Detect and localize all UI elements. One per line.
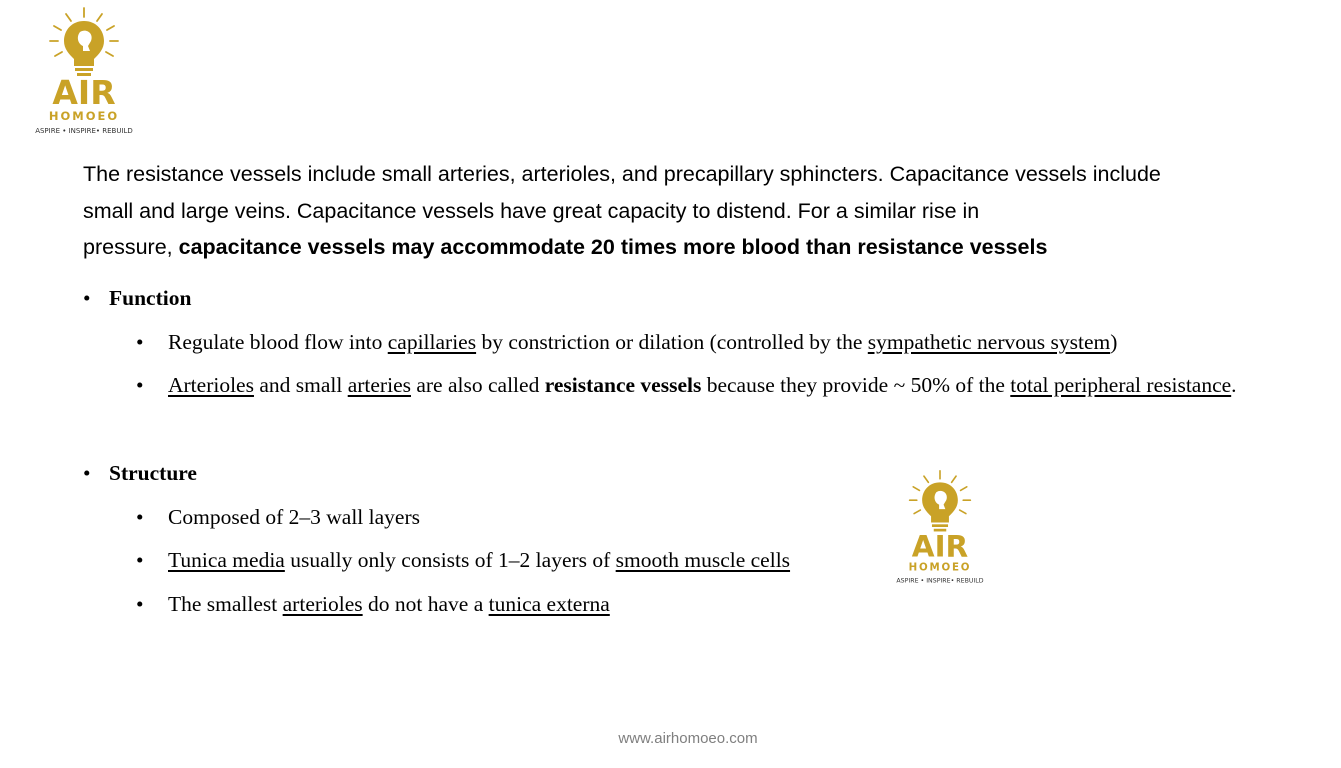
- text-span: because they provide ~ 50% of the: [701, 373, 1011, 397]
- text-span: and small: [253, 373, 348, 397]
- resistance-vessels-bold: resistance vessels: [544, 373, 702, 397]
- bullet-icon: •: [136, 330, 144, 354]
- function-item-1-text: [168, 324, 1248, 361]
- air-homoeo-logo: [28, 6, 140, 136]
- intro-line-3-prefix: pressure,: [83, 235, 179, 259]
- smooth-muscle-cells-link[interactable]: smooth muscle cells: [615, 548, 791, 572]
- air-homoeo-watermark-logo: [890, 466, 990, 588]
- bullet-icon: •: [83, 461, 91, 485]
- text-span: usually only consists of 1–2 layers of: [284, 548, 616, 572]
- intro-line-3-bold: capacitance vessels may accommodate 20 times more blood than resistance vessels: [178, 235, 1048, 259]
- intro-line-2: small and large veins. Capacitance vessels have great capacity to distend. For a similar rise in: [83, 198, 980, 223]
- logo-brand-text: AIR: [52, 73, 116, 112]
- text-span: Regulate blood flow into: [168, 330, 388, 354]
- text-span: by constriction or dilation (controlled by the: [476, 330, 868, 354]
- intro-line-1: The resistance vessels include small arteries, arterioles, and precapillary sphincters. Capacitance vessels include: [83, 162, 1161, 186]
- structure-item-1-text: Composed of 2–3 wall layers: [168, 505, 420, 529]
- text-span: are also called: [410, 373, 545, 397]
- text-span: do not have a: [362, 592, 489, 616]
- intro-line-3: [83, 229, 1273, 266]
- text-span: The smallest: [168, 592, 283, 616]
- bullet-icon: •: [136, 505, 144, 529]
- sympathetic-nervous-system-link[interactable]: sympathetic nervous system: [867, 330, 1111, 354]
- bullet-icon: •: [136, 548, 144, 572]
- logo-sub-text: HOMOEO: [908, 561, 972, 574]
- lightbulb-logo-icon: [28, 6, 140, 136]
- lightbulb-logo-icon: [890, 466, 990, 588]
- intro-paragraph: [83, 156, 1273, 266]
- structure-item-2-text: [168, 542, 1248, 579]
- logo-brand-text: AIR: [911, 529, 969, 564]
- logo-sub-text: HOMOEO: [48, 109, 120, 123]
- text-span: .: [1231, 373, 1237, 397]
- logo-tagline-text: ASPIRE • INSPIRE• REBUILD: [35, 127, 133, 135]
- bullet-icon: •: [83, 286, 91, 310]
- function-heading-label: Function: [109, 286, 192, 310]
- bullet-icon: •: [136, 592, 144, 616]
- arteries-link[interactable]: arteries: [347, 373, 411, 397]
- function-item-2-text: [168, 367, 1243, 404]
- structure-heading-label: Structure: [109, 461, 197, 485]
- tunica-media-link[interactable]: Tunica media: [168, 548, 285, 572]
- bullet-icon: •: [136, 373, 144, 397]
- logo-tagline-text: ASPIRE • INSPIRE• REBUILD: [896, 577, 984, 585]
- structure-item-3-text: [168, 586, 1248, 623]
- arterioles-link[interactable]: Arterioles: [168, 373, 254, 397]
- total-peripheral-resistance-link[interactable]: total peripheral resistance: [1010, 373, 1232, 397]
- tunica-externa-link[interactable]: tunica externa: [488, 592, 610, 616]
- arterioles-link[interactable]: arterioles: [282, 592, 363, 616]
- text-span: ): [1110, 330, 1118, 354]
- capillaries-link[interactable]: capillaries: [387, 330, 477, 354]
- footer-url: www.airhomoeo.com: [618, 730, 758, 747]
